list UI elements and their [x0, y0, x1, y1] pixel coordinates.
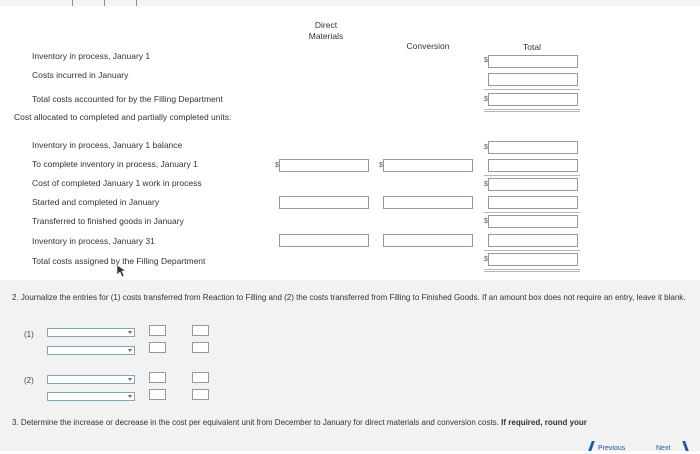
dm-started-completed-input[interactable] [279, 196, 369, 209]
row-label-costs-incurred: Costs incurred in January [32, 70, 129, 80]
entry-2-debit-input[interactable] [149, 372, 166, 383]
top-tick [136, 0, 137, 6]
col-header-direct-materials: Direct Materials [308, 20, 344, 41]
total-cost-completed-input[interactable] [488, 178, 578, 191]
entry-label-2: (2) [24, 376, 34, 385]
row-label-inventory-jan1: Inventory in process, January 1 [32, 51, 151, 61]
total-started-completed-input[interactable] [488, 196, 578, 209]
entry-1-credit-input[interactable] [192, 325, 209, 336]
entry-1-debit-input[interactable] [149, 325, 166, 336]
conv-started-completed-input[interactable] [383, 196, 473, 209]
next-icon [682, 441, 689, 451]
total-transferred-input[interactable] [488, 215, 578, 228]
col-header-total: Total [523, 42, 541, 52]
previous-button[interactable]: Previous [586, 440, 640, 454]
double-rule [484, 109, 580, 112]
entry-2-credit-input[interactable] [192, 372, 209, 383]
entry-2b-credit-input[interactable] [192, 389, 209, 400]
row-label-cost-completed: Cost of completed January 1 work in process [32, 178, 202, 188]
col-header-conversion: Conversion [406, 41, 450, 51]
currency-sign: $ [484, 57, 488, 64]
total-inventory-jan1-input[interactable] [488, 55, 578, 68]
question-3-normal: 3. Determine the increase or decrease in the cost per equivalent unit from December to January for direct materials and conversion costs. [12, 418, 499, 427]
currency-sign: $ [484, 96, 488, 103]
total-to-complete-input[interactable] [488, 159, 578, 172]
total-costs-incurred-input[interactable] [488, 73, 578, 86]
conv-to-complete-input[interactable] [383, 159, 473, 172]
currency-sign: $ [484, 181, 488, 188]
entry-1b-credit-input[interactable] [192, 342, 209, 353]
double-rule [484, 269, 580, 272]
entry-2-account-select-debit[interactable] [47, 375, 135, 384]
entry-1b-debit-input[interactable] [149, 342, 166, 353]
currency-sign: $ [275, 162, 279, 169]
currency-sign: $ [484, 218, 488, 225]
previous-icon [588, 441, 595, 451]
sum-rule [484, 175, 580, 176]
sum-rule [484, 212, 580, 213]
entry-1-account-select-credit[interactable] [47, 346, 135, 355]
entry-2-account-select-credit[interactable] [47, 392, 135, 401]
entry-label-1: (1) [24, 330, 34, 339]
total-inv-balance-input[interactable] [488, 141, 578, 154]
conv-inventory-jan31-input[interactable] [383, 234, 473, 247]
total-assigned-input[interactable] [488, 253, 578, 266]
question-2-text: 2. Journalize the entries for (1) costs transferred from Reaction to Filling and (2) the costs transferred from Filling to Finished Goods. If an amount box does not require an entry, leave it blank. [12, 293, 686, 302]
sum-rule [484, 89, 580, 90]
row-label-inventory-jan31: Inventory in process, January 31 [32, 236, 155, 246]
total-inventory-jan31-input[interactable] [488, 234, 578, 247]
cursor-icon [116, 264, 126, 278]
entry-1-account-select-debit[interactable] [47, 328, 135, 337]
row-label-started-completed: Started and completed in January [32, 197, 160, 207]
top-tick [72, 0, 73, 6]
currency-sign: $ [484, 256, 488, 263]
next-button[interactable]: Next [650, 440, 698, 454]
question-3-bold: If required, round your [501, 418, 587, 427]
dm-to-complete-input[interactable] [279, 159, 369, 172]
row-label-total-accounted: Total costs accounted for by the Filling Department [32, 94, 223, 104]
row-label-transferred: Transferred to finished goods in January [32, 216, 184, 226]
top-tick [104, 0, 105, 6]
row-label-cost-allocated: Cost allocated to completed and partially completed units: [14, 112, 232, 122]
currency-sign: $ [379, 162, 383, 169]
row-label-inv-balance: Inventory in process, January 1 balance [32, 140, 183, 150]
sum-rule [484, 250, 580, 251]
total-accounted-input[interactable] [488, 93, 578, 106]
row-label-total-assigned: Total costs assigned by the Filling Department [32, 256, 206, 266]
row-label-to-complete: To complete inventory in process, January 1 [32, 159, 198, 169]
entry-2b-debit-input[interactable] [149, 389, 166, 400]
currency-sign: $ [484, 144, 488, 151]
top-strip [0, 0, 700, 6]
question-3-text [12, 416, 700, 429]
dm-inventory-jan31-input[interactable] [279, 234, 369, 247]
